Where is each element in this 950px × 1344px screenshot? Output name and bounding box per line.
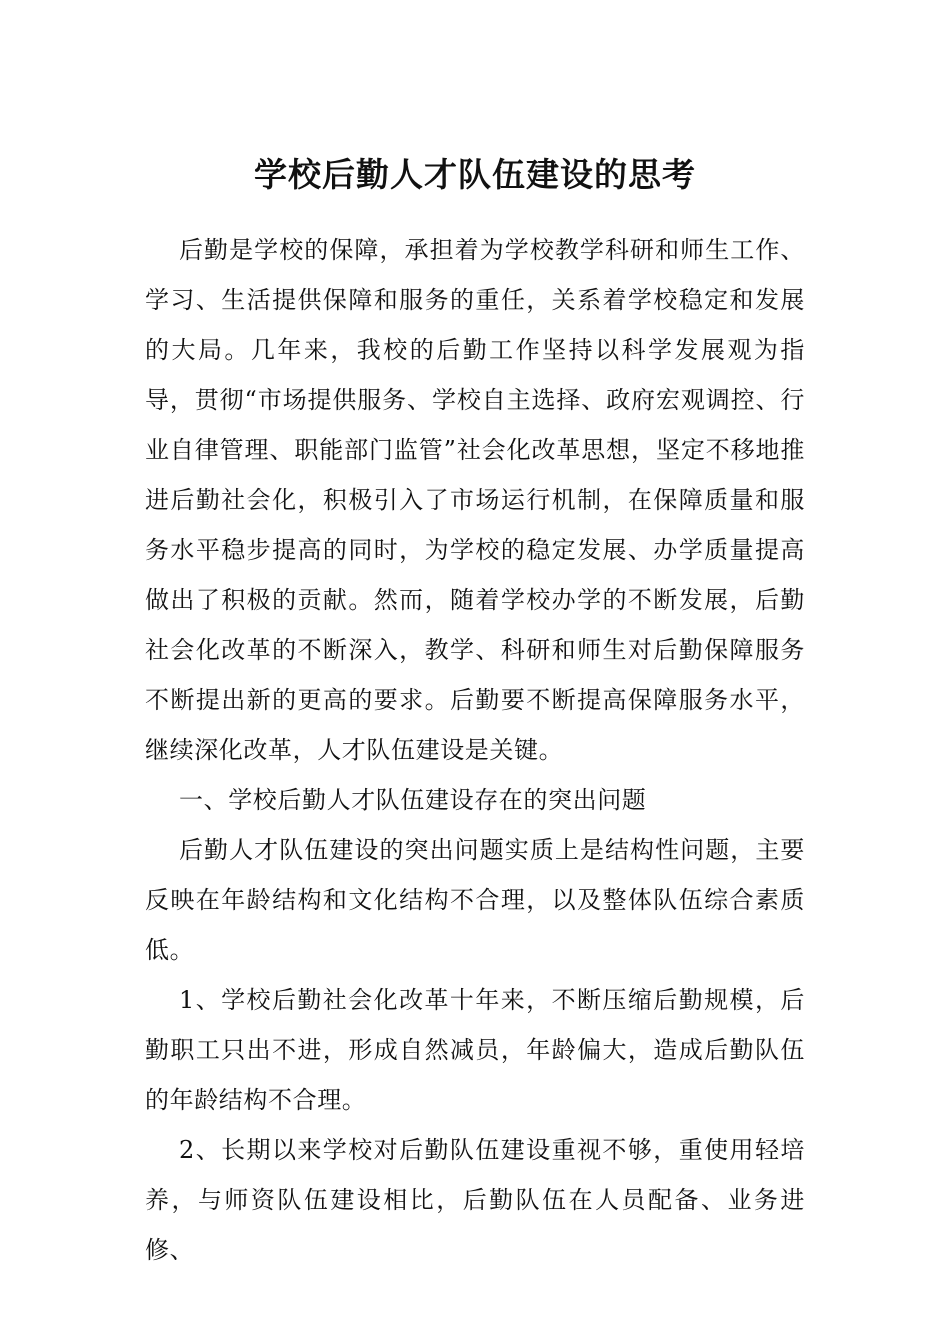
paragraph-intro: 后勤是学校的保障，承担着为学校教学科研和师生工作、学习、生活提供保障和服务的重任，关系着学校稳定和发展的大局。几年来，我校的后勤工作坚持以科学发展观为指导，贯彻“市场提供服务、学校自主选择、政府宏观调控、行业自律管理、职能部门监管”社会化改革思想，坚定不移地推进后勤社会化，积极引入了市场运行机制，在保障质量和服务水平稳步提高的同时，为学校的稳定发展、办学质量提高做出了积极的贡献。然而，随着学校办学的不断发展，后勤社会化改革的不断深入，教学、科研和师生对后勤保障服务不断提出新的更高的要求。后勤要不断提高保障服务水平，继续深化改革，人才队伍建设是关键。 [145, 236, 805, 764]
paragraph-point-1: 1、学校后勤社会化改革十年来，不断压缩后勤规模，后勤职工只出不进，形成自然减员，年龄偏大，造成后勤队伍的年龄结构不合理。 [145, 986, 805, 1114]
document-title: 学校后勤人才队伍建设的思考 [254, 155, 696, 194]
document-body [145, 225, 805, 1275]
section-heading-1: 一、学校后勤人才队伍建设存在的突出问题 [179, 786, 647, 814]
paragraph-problem-summary: 后勤人才队伍建设的突出问题实质上是结构性问题，主要反映在年龄结构和文化结构不合理，以及整体队伍综合素质低。 [145, 836, 805, 964]
paragraph-point-2: 2、长期以来学校对后勤队伍建设重视不够，重使用轻培养，与师资队伍建设相比，后勤队伍在人员配备、业务进修、 [145, 1136, 805, 1264]
